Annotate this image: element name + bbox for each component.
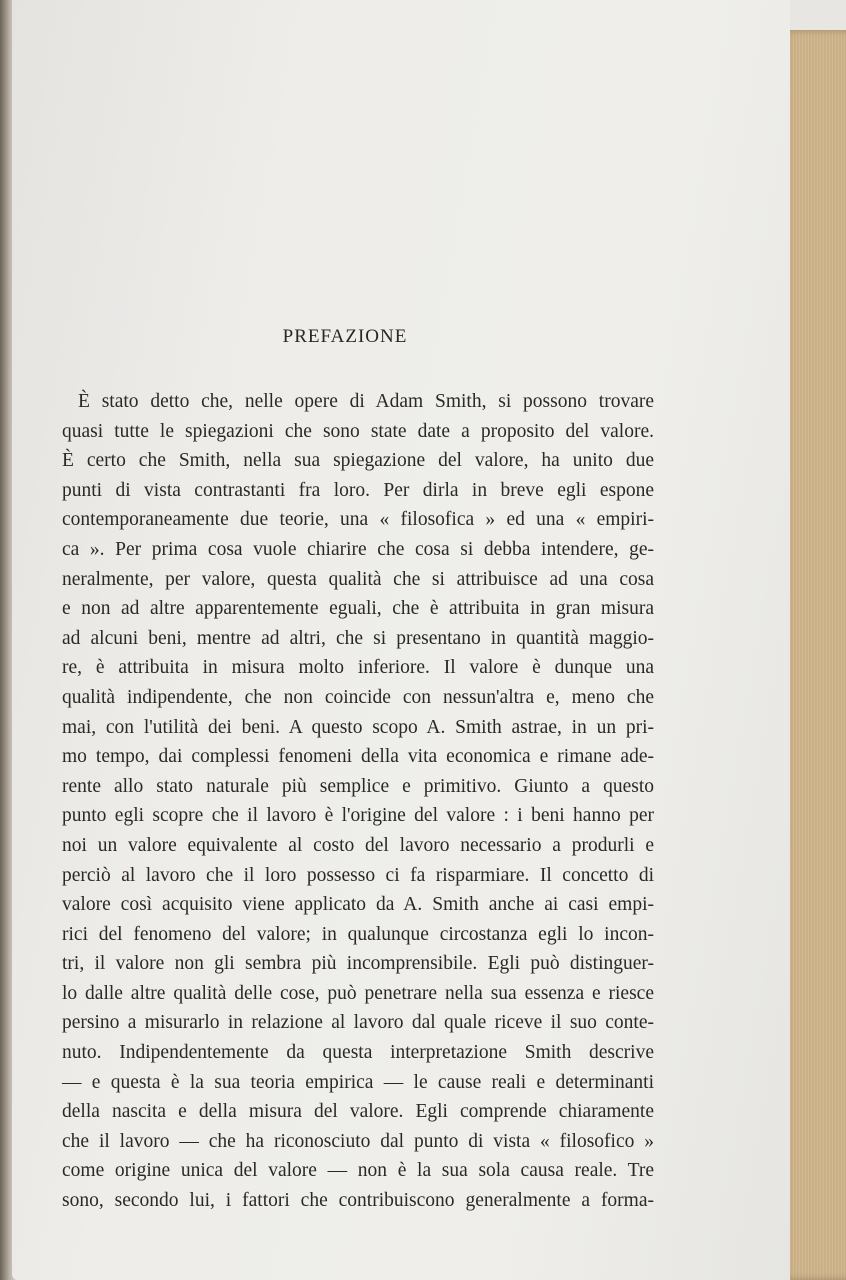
text-line: e non ad altre apparentemente eguali, che è attribuita in gran misura xyxy=(62,598,654,620)
text-line: della nascita e della misura del valore. Egli comprende chiaramente xyxy=(62,1101,654,1123)
text-line: È certo che Smith, nella sua spiegazione del valore, ha unito due xyxy=(62,450,654,472)
text-line: perciò al lavoro che il loro possesso ci fa risparmiare. Il concetto di xyxy=(62,864,654,886)
body-text xyxy=(62,387,654,1216)
text-line: rente allo stato naturale più semplice e primitivo. Giunto a questo xyxy=(62,775,654,797)
text-line: È stato detto che, nelle opere di Adam Smith, si possono trovare xyxy=(78,391,654,412)
text-line: re, è attribuita in misura molto inferiore. Il valore è dunque una xyxy=(62,657,654,679)
text-line: tri, il valore non gli sembra più incomprensibile. Egli può distinguer- xyxy=(62,953,654,975)
text-line: qualità indipendente, che non coincide con nessun'altra e, meno che xyxy=(62,686,654,708)
text-line: che il lavoro — che ha riconosciuto dal punto di vista « filosofico » xyxy=(62,1130,654,1152)
text-line: — e questa è la sua teoria empirica — le cause reali e determinanti xyxy=(62,1071,654,1093)
text-line: sono, secondo lui, i fattori che contribuiscono generalmente a forma- xyxy=(62,1190,654,1212)
text-line: ad alcuni beni, mentre ad altri, che si presentano in quantità maggio- xyxy=(62,627,654,649)
text-line: punto egli scopre che il lavoro è l'origine del valore : i beni hanno per xyxy=(62,805,654,827)
text-line: ca ». Per prima cosa vuole chiarire che cosa si debba intendere, ge- xyxy=(62,538,654,560)
text-line: lo dalle altre qualità delle cose, può penetrare nella sua essenza e riesce xyxy=(62,982,654,1004)
page-title: PREFAZIONE xyxy=(282,326,408,347)
text-line: mai, con l'utilità dei beni. A questo scopo A. Smith astrae, in un pri- xyxy=(62,716,654,738)
text-line: quasi tutte le spiegazioni che sono state date a proposito del valore. xyxy=(62,420,654,442)
text-line: persino a misurarlo in relazione al lavoro dal quale riceve il suo conte- xyxy=(62,1012,654,1034)
text-line: valore così acquisito viene applicato da A. Smith anche ai casi empi- xyxy=(62,894,654,916)
text-line: nuto. Indipendentemente da questa interpretazione Smith descrive xyxy=(62,1042,654,1064)
text-line: neralmente, per valore, questa qualità che si attribuisce ad una cosa xyxy=(62,568,654,590)
text-line: punti di vista contrastanti fra loro. Per dirla in breve egli espone xyxy=(62,479,654,501)
text-line: contemporaneamente due teorie, una « filosofica » ed una « empiri- xyxy=(62,509,654,531)
text-line: mo tempo, dai complessi fenomeni della vita economica e rimane ade- xyxy=(62,746,654,768)
book-page xyxy=(12,0,790,1280)
text-line: rici del fenomeno del valore; in qualunque circostanza egli lo incon- xyxy=(62,923,654,945)
text-line: come origine unica del valore — non è la sua sola causa reale. Tre xyxy=(62,1160,654,1182)
text-line: noi un valore equivalente al costo del lavoro necessario a produrli e xyxy=(62,834,654,856)
